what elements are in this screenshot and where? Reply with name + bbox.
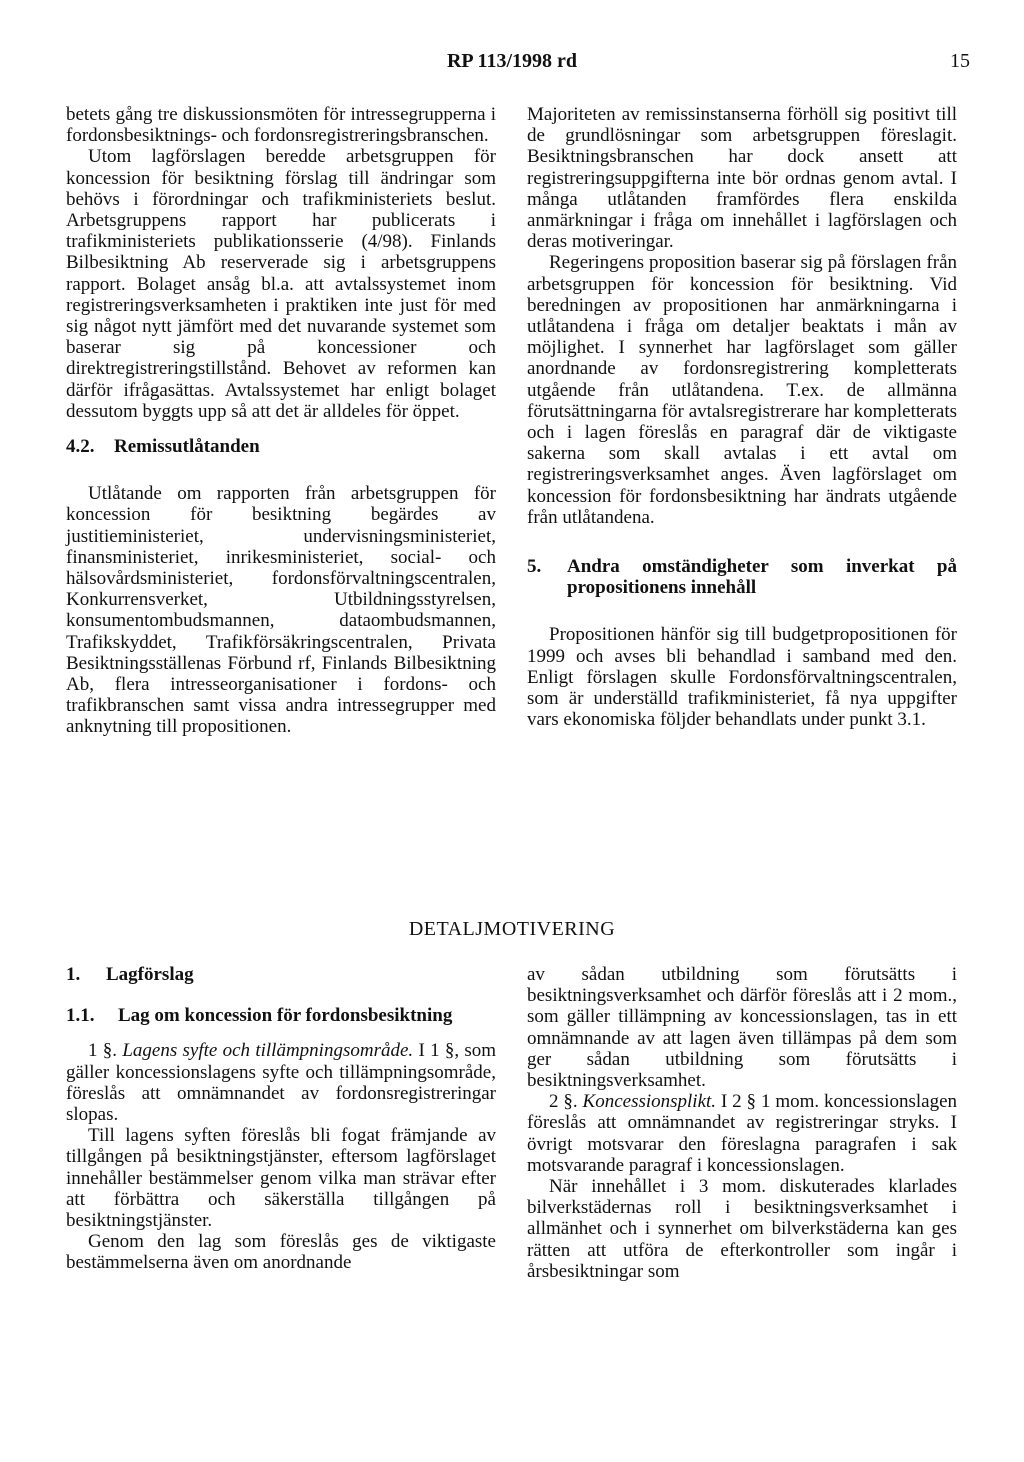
section-title: Andra omständigheter som inverkat på propositionens innehåll — [567, 556, 957, 599]
paragraph-text: I 1 §, som gäller koncessionslagens syfte och tillämpningsområde, föreslås att omnämnandet av fordonsregistreringar slopas. — [66, 1040, 497, 1126]
section-number: 1.1. — [66, 1005, 95, 1027]
lower-right-column — [527, 964, 957, 1282]
upper-left-column — [66, 104, 496, 738]
paragraph-lead: 2 §. — [549, 1091, 578, 1113]
paragraph-lead: 1 §. — [88, 1040, 118, 1062]
section-number: 4.2. — [66, 436, 95, 458]
paragraph-italic-title: Lagens syfte och tillämpningsområde. — [122, 1040, 414, 1062]
paragraph: När innehållet i 3 mom. diskuterades klarlades bilverkstädernas roll i besiktningsverksamhet i allmänhet och i synnerhet om bilverkstäderna kan ges rätten att utföra de efterkontroller som ingår i årsbesiktningar som — [527, 1176, 957, 1282]
paragraph: Utlåtande om rapporten från arbetsgruppen för koncession för besiktning begärdes av justitieministeriet, undervisningsministeriet, finansministeriet, inrikesministeriet, social- och hälsovårdsministeriet, fordonsförvaltningscentralen, Konkurrensverket, Utbildningsstyrelsen, konsumentombudsmannen, dataombudsmannen, Trafikskyddet, Trafikförsäkringscentralen, Privata Besiktningsställenas Förbund rf, Finlands Bilbesiktning Ab, flera intresseorganisationer i fordons- och trafikbranschen samt vissa andra intressegrupper med anknytning till propositionen. — [66, 483, 496, 738]
section-heading-4-2 — [66, 436, 496, 457]
paragraph: Regeringens proposition baserar sig på förslagen från arbetsgruppen för koncession för besiktning. Vid beredningen av propositionen har anmärkningarna i utlåtandena i fråga om detaljer beaktats i mån av möjlighet. I synnerhet har lagförslaget som gäller anordnande av fordonsregistrering kompletterats utgående från utlåtandena. T.ex. de allmänna förutsättningarna för avtalsregistrerare har kompletterats och i lagen föreslås en paragraf där de viktigaste sakerna som skall avtalas i ett avtal om registreringsverksamhet anges. Även lagförslaget om koncession för fordonsbesiktning har ändrats utgående från utlåtandena. — [527, 252, 957, 528]
section-number: 5. — [527, 556, 542, 578]
section-number: 1. — [66, 964, 81, 985]
upper-right-column — [527, 104, 957, 730]
page-header-title: RP 113/1998 rd — [446, 50, 577, 72]
paragraph — [66, 1040, 496, 1125]
paragraph: Propositionen hänför sig till budgetpropositionen för 1999 och avses bli behandlad i samband med den. Enligt förslagen skulle Fordonsförvaltningscentralen, som är underställd trafikministeriet, få nya uppgifter vars ekonomiska följder behandlats under punkt 3.1. — [527, 624, 957, 731]
paragraph: betets gång tre diskussionsmöten för intressegrupperna i fordonsbesiktnings- och fordonsregistreringsbranschen. — [66, 104, 496, 147]
section-heading-1 — [66, 964, 496, 985]
section-title: Lagförslag — [106, 964, 194, 985]
paragraph-text: I 2 § 1 mom. koncessionslagen föreslås att omnämnandet av registreringar stryks. I övrigt motsvarar den föreslagna paragrafen i sak motsvarande paragraf i koncessionslagen. — [527, 1091, 958, 1176]
paragraph: av sådan utbildning som förutsätts i besiktningsverksamhet och därför föreslås att i 2 mom., som gäller tillämpning av koncessionslagen, tas in ett omnämnande av att lagen även tillämpas på dem som ger sådan utbildning som förutsätts i besiktningsverksamhet. — [527, 964, 957, 1092]
lower-left-column — [66, 964, 496, 1274]
paragraph: Till lagens syften föreslås bli fogat främjande av tillgången på besiktningstjänster, eftersom lagförslaget innehåller bestämmelser genom vilka man strävar efter att förbättra och säkerställa tillgången på besiktningstjänster. — [66, 1125, 496, 1232]
page-number: 15 — [950, 50, 970, 72]
paragraph — [527, 1091, 957, 1176]
paragraph: Utom lagförslagen beredde arbetsgruppen för koncession för besiktning förslag till ändringar som behövs i förordningar och trafikministeriets beslut. Arbetsgruppens rapport har publicerats i trafikministeriets publikationsserie (4/98). Finlands Bilbesiktning Ab reserverade sig i arbetsgruppens rapport. Bolaget ansåg bl.a. att avtalssystemet inom registreringsverksamheten i praktiken inte just för med sig något nytt jämfört med det nuvarande systemet som baserar sig på koncessioner och direktregistreringstillstånd. Behovet av reformen kan därför ifrågasättas. Avtalssystemet har enligt bolaget dessutom byggts upp så att det är alldeles för öppet. — [66, 146, 496, 422]
section-title: Lag om koncession för fordonsbesiktning — [118, 1005, 453, 1027]
section-heading-5 — [527, 556, 957, 598]
paragraph-italic-title: Koncessionsplikt. — [582, 1091, 717, 1113]
detaljmotivering-heading: DETALJMOTIVERING — [408, 918, 616, 940]
paragraph: Majoriteten av remissinstanserna förhöll sig positivt till de grundlösningar som arbetsgruppen föreslagit. Besiktningsbranschen har dock ansett att registreringsuppgifterna inte bör ordnas genom avtal. I många utlåtanden framfördes flera enskilda anmärkningar i fråga om innehållet i lagförslagen och deras motiveringar. — [527, 104, 957, 253]
section-heading-1-1 — [66, 1005, 496, 1026]
section-title: Remissutlåtanden — [114, 436, 260, 458]
paragraph: Genom den lag som föreslås ges de viktigaste bestämmelserna även om anordnande — [66, 1231, 496, 1274]
